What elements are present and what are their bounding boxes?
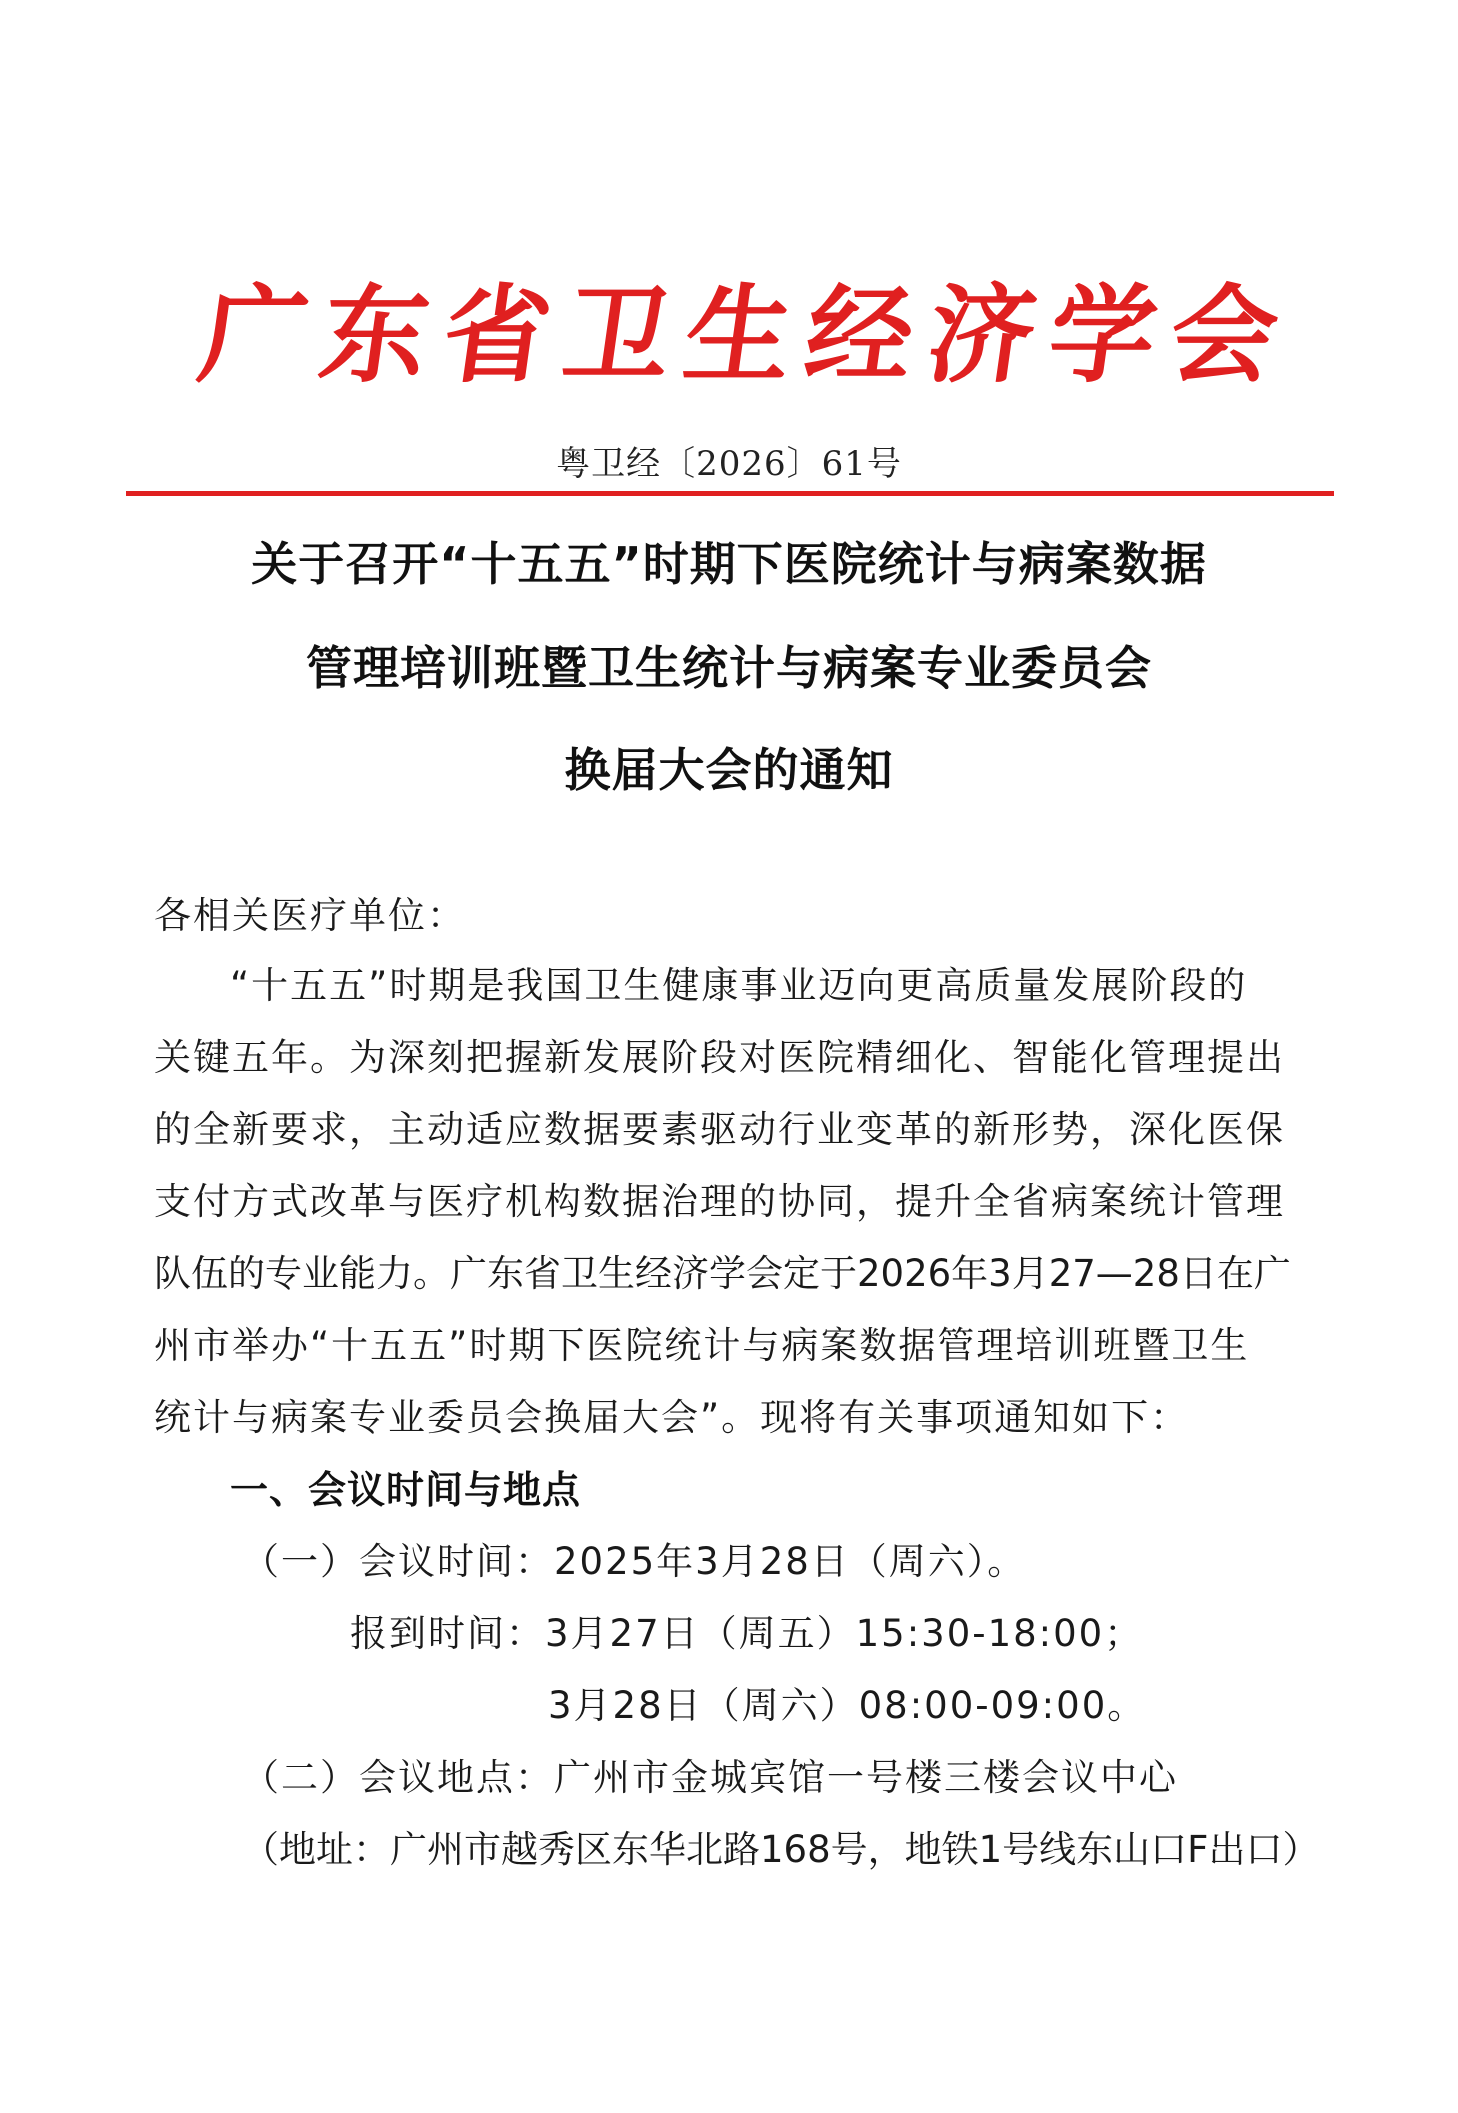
notice-title-line-3: 换届大会的通知 [564, 743, 894, 797]
red-rule-divider [126, 491, 1334, 496]
notice-title-line-2: 管理培训班暨卫生统计与病案专业委员会 [306, 641, 1152, 695]
venue-address-line: （地址：广州市越秀区东华北路168号，地铁1号线东山口F出口） [242, 1828, 1320, 1871]
paragraph-line-1: “十五五”时期是我国卫生健康事业迈向更高质量发展阶段的 [230, 964, 1248, 1007]
paragraph-line-3: 的全新要求，主动适应数据要素驱动行业变革的新形势，深化医保 [154, 1108, 1285, 1151]
meeting-venue-line: （二）会议地点：广州市金城宾馆一号楼三楼会议中心 [242, 1756, 1178, 1799]
section-1-heading: 一、会议时间与地点 [230, 1468, 582, 1512]
salutation: 各相关医疗单位： [154, 894, 466, 937]
paragraph-line-7: 统计与病案专业委员会换届大会”。现将有关事项通知如下： [154, 1396, 1190, 1439]
masthead-char: 经 [798, 272, 922, 397]
meeting-time-line: （一）会议时间：2025年3月28日（周六）。 [242, 1540, 1027, 1583]
masthead-char: 广 [192, 272, 316, 397]
masthead-char: 会 [1162, 272, 1286, 397]
paragraph-line-6: 州市举办“十五五”时期下医院统计与病案数据管理培训班暨卫生 [154, 1324, 1250, 1367]
paragraph-line-4: 支付方式改革与医疗机构数据治理的协同，提升全省病案统计管理 [154, 1180, 1285, 1223]
masthead-char: 学 [1040, 272, 1165, 397]
paragraph-line-2: 关键五年。为深刻把握新发展阶段对医院精细化、智能化管理提出 [154, 1036, 1285, 1079]
checkin-time-line-2: 3月28日（周六）08:00-09:00。 [548, 1684, 1147, 1727]
document-number: 粤卫经〔2026〕61号 [556, 444, 902, 484]
checkin-time-line-1: 报到时间：3月27日（周五）15:30-18:00； [350, 1612, 1144, 1655]
masthead-char: 东 [313, 272, 437, 397]
paragraph-line-5: 队伍的专业能力。广东省卫生经济学会定于2026年3月27—28日在广 [154, 1252, 1291, 1295]
masthead-char: 卫 [555, 272, 680, 397]
notice-title-line-1: 关于召开“十五五”时期下医院统计与病案数据 [251, 537, 1207, 591]
masthead-char: 济 [919, 272, 1044, 397]
masthead-char: 省 [434, 272, 559, 397]
masthead-char: 生 [677, 272, 801, 397]
masthead-title [192, 262, 1286, 397]
